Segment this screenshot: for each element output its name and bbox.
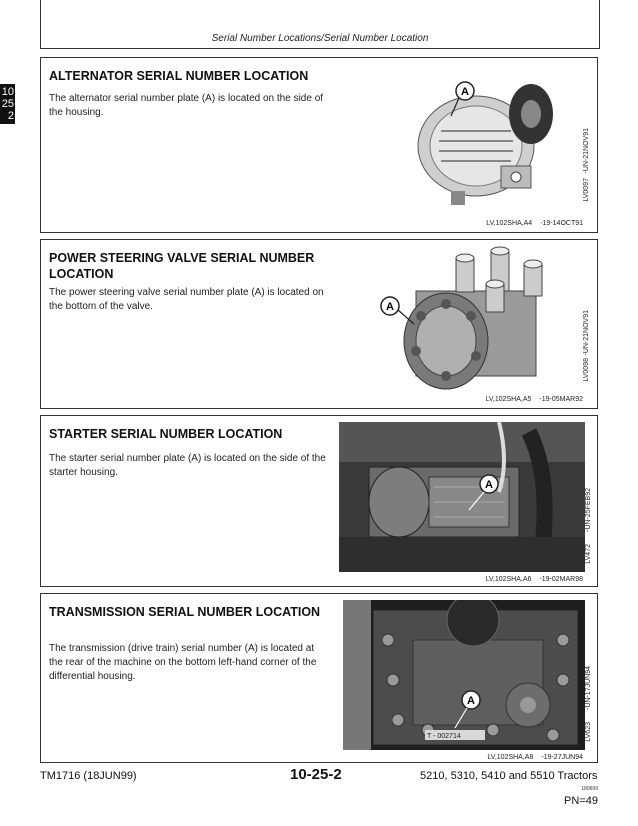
section-body: The power steering valve serial number plate (A) is located on the bottom of the valve. xyxy=(49,287,324,312)
callout-label: A xyxy=(467,695,475,707)
pn-number: PN=49 xyxy=(564,795,598,807)
section-title: STARTER SERIAL NUMBER LOCATION xyxy=(49,427,283,441)
figure-code-date: -UN-17JUN94 xyxy=(585,666,592,710)
page-header-frame xyxy=(40,0,600,49)
tab-line-3: 2 xyxy=(7,110,14,122)
tractor-models: 5210, 5310, 5410 and 5510 Tractors xyxy=(420,770,598,782)
ref-code: LV,102SHA,A4 xyxy=(486,220,533,227)
reference-line xyxy=(487,754,583,761)
ref-date: -19-02MAR98 xyxy=(539,576,583,583)
transmission-photo xyxy=(343,600,585,750)
reference-line xyxy=(485,576,583,583)
callout-label: A xyxy=(485,479,493,491)
ref-date: -19-27JUN94 xyxy=(541,754,583,761)
figure-code-date: -UN-21NOV91 xyxy=(583,128,590,174)
figure-code-date: -UN-21NOV91 xyxy=(583,310,590,356)
section-title: TRANSMISSION SERIAL NUMBER LOCATION xyxy=(49,605,321,619)
plate-text: T - 002714 xyxy=(427,733,461,740)
callout-label: A xyxy=(386,301,394,313)
ref-date: -19-14OCT91 xyxy=(540,220,583,227)
starter-photo xyxy=(339,422,585,572)
figure-code-date: -UN-25FEB92 xyxy=(585,488,592,532)
ref-date: -19-05MAR92 xyxy=(539,396,583,403)
reference-line xyxy=(486,220,583,227)
section-title: ALTERNATOR SERIAL NUMBER LOCATION xyxy=(49,69,309,83)
starter-section xyxy=(40,415,598,587)
section-tab xyxy=(0,84,15,124)
ref-code: LV,102SHA,A5 xyxy=(485,396,532,403)
ref-code: LV,102SHA,A6 xyxy=(485,576,532,583)
section-title: POWER STEERING VALVE SERIAL NUMBER LOCATION xyxy=(49,251,315,281)
power-steering-section xyxy=(40,239,598,409)
section-body: The starter serial number plate (A) is located on the side of the starter housing. xyxy=(49,453,326,478)
section-body: The alternator serial number plate (A) is located on the side of the housing. xyxy=(49,93,324,118)
ref-code: LV,102SHA,A8 xyxy=(487,754,534,761)
section-body: The transmission (drive train) serial number (A) is located at the rear of the machine on the bottom left-hand corner of the differential housing. xyxy=(49,643,317,682)
alternator-section xyxy=(40,57,598,233)
figure-code: LV472 xyxy=(585,544,592,564)
steering-valve-photo xyxy=(376,246,581,391)
running-header: Serial Number Locations/Serial Number Location xyxy=(211,33,429,44)
figure-code: LV0098 xyxy=(583,358,590,382)
figure-code: LV623 xyxy=(585,722,592,742)
tab-line-1: 10 xyxy=(1,86,14,98)
reference-line xyxy=(485,396,583,403)
page-number: 10-25-2 xyxy=(290,766,342,783)
tab-line-2: 25 xyxy=(1,98,14,110)
figure-code: LV0097 xyxy=(583,178,590,202)
callout-label: A xyxy=(461,86,469,98)
alternator-photo xyxy=(381,66,581,216)
manual-number: TM1716 (18JUN99) xyxy=(40,770,137,782)
transmission-section xyxy=(40,593,598,763)
print-date: 180699 xyxy=(581,786,598,792)
